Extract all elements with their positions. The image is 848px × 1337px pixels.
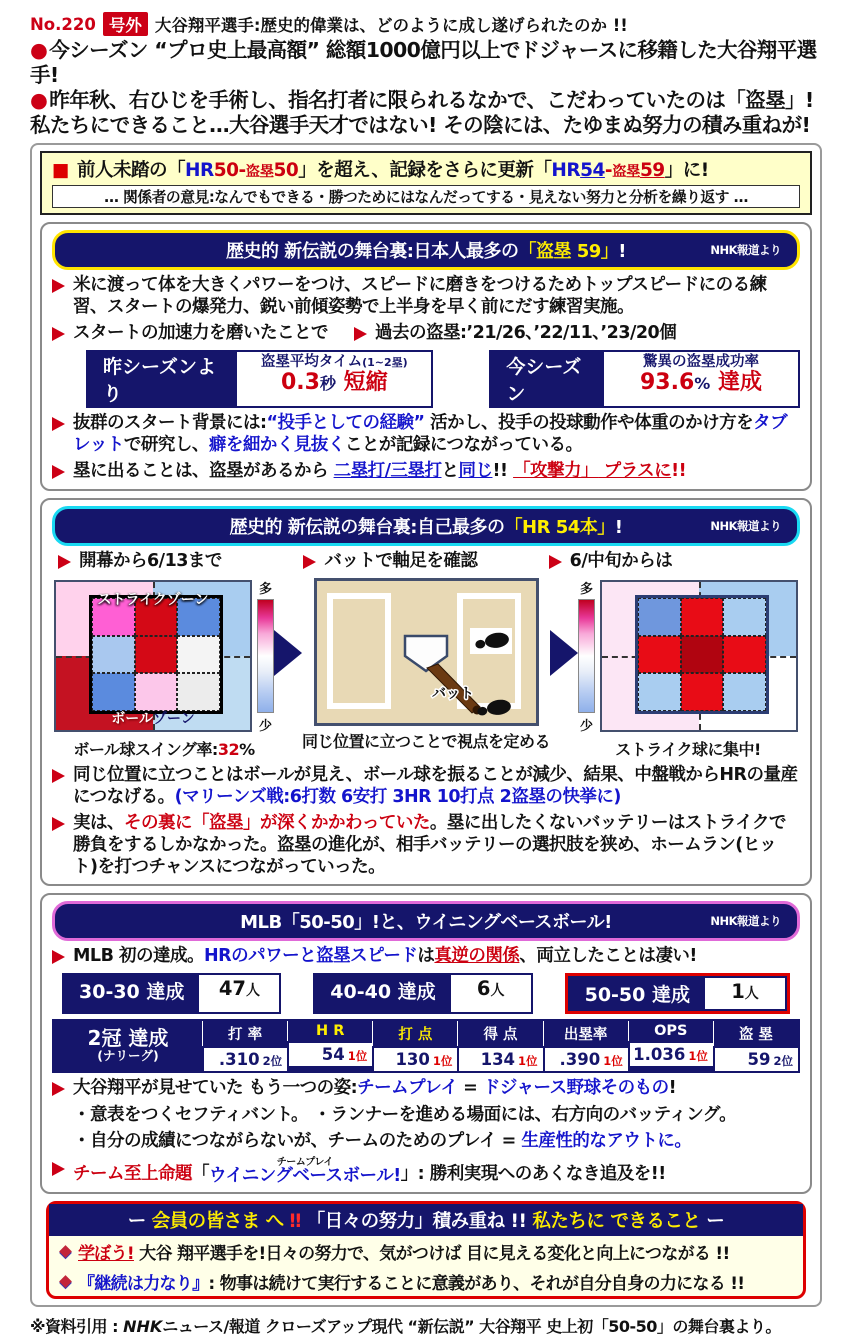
source-credit: NHK報道より [710, 519, 781, 534]
members-message-box [46, 1201, 806, 1299]
headline-1: ●今シーズン “プロ史上最高額” 総額1000億円以上でドジャースに移籍した大谷翔平選手! [30, 38, 817, 87]
accel-para: スタートの加速力を磨いたことで [52, 323, 328, 345]
col-header-1: 開幕から6/13まで [58, 551, 303, 573]
arrow-icon [52, 279, 65, 293]
square-bullet-icon: ■ [52, 160, 69, 181]
panel-mid-june [578, 578, 798, 760]
section-steals [40, 222, 812, 491]
source-footer: ※資料引用 : NHKニュース/報道 クローズアップ現代 “新伝説” 大谷翔平 史上初「50-50」の舞台裏より。 [30, 1316, 781, 1336]
section-homeruns [40, 498, 812, 886]
arrow-icon [52, 327, 65, 341]
headline-2: ●昨年秋、右ひじを手術し、指名打者に限られるなかで、こだわっていたのは「盗塁」! [30, 88, 814, 112]
right-arrow-icon [550, 630, 578, 676]
ball-zone-label: ボールゾーン [111, 710, 195, 727]
gradient-bar [257, 599, 274, 713]
box-5050-highlight [565, 973, 790, 1014]
on-base-para: 塁に出ることは、盗塁があるから 二塁打/三塁打と同じ!! 「攻撃力」 プラスに!! [52, 461, 800, 483]
strike-zone-grid [635, 595, 769, 713]
headline-block [0, 0, 848, 140]
arrow-icon [52, 950, 65, 964]
early-season-heatmap [54, 580, 252, 732]
section-5050 [40, 893, 812, 1193]
arrow-icon [52, 1082, 65, 1096]
learn-line: 学ぼう! 大谷 翔平選手を!日々の努力で、気がつけば 目に見える変化と向上につながる !! [49, 1236, 803, 1266]
strike-focus-caption: ストライク球に集中! [615, 739, 761, 759]
arrow-icon [52, 817, 65, 831]
arrow-icon [58, 555, 71, 569]
start-background-para: 抜群のスタート背景には:“投手としての経験” 活かし、投手の投球動作や体重のかけ方をタブレットで研究し、癖を細かく見抜くことが記録につながっている。 [52, 413, 800, 456]
scale-less-label: 少 [258, 718, 272, 734]
heatmap-panels-row [52, 578, 800, 760]
stat-col-ops: OPS 1.036 1位 [628, 1021, 713, 1071]
team-play-para: 大谷翔平が見せていた もう一つの姿:チームプレイ = ドジャース野球そのもの! [52, 1078, 800, 1100]
scale-less-label: 少 [580, 718, 594, 734]
steal-success-box: 今シーズン 驚異の盗塁成功率 93.6% 達成 [489, 350, 800, 408]
content-frame [30, 143, 822, 1307]
stat-col-rbi: 打 点 130 1位 [372, 1021, 457, 1071]
insider-opinion-line: … 関係者の意見:なんでもできる・勝つためにはなんだってする・見えない努力と分析を繰り返す … [52, 185, 800, 208]
season-stats-table [52, 1019, 800, 1073]
diamond-icon [59, 1275, 72, 1288]
color-scale [257, 578, 274, 734]
scale-more-label: 多 [580, 581, 594, 597]
bullet-icon: ● [30, 38, 48, 62]
record-announce-box [40, 151, 812, 215]
diamond-icon [59, 1245, 72, 1258]
arrow-icon [549, 555, 562, 569]
same-position-para: 同じ位置に立つことはボールが見え、ボール球を振ることが減少、結果、中盤戦からHRの量産につなげる。(マリーンズ戦:6打数 6安打 3HR 10打点 2盗塁の快挙に) [52, 765, 800, 808]
scale-more-label: 多 [258, 581, 272, 597]
table-corner: 2冠 達成 (ナリーグ) [87, 1026, 169, 1064]
steals-subhead-row [52, 323, 800, 345]
color-scale [578, 578, 595, 734]
box-3030: 30-30 達成 47人 [62, 973, 281, 1014]
steals-training-para: 米に渡って体を大きくパワーをつけ、スピードに磨きをつけるためトップスピードにのる練習、スタートの爆発力、鋭い前傾姿勢で上半身を早く前にだす練習実施。 [52, 275, 800, 318]
steal-time-box: 昨シーズンより 盗塁平均タイム(1~2塁) 0.3秒 短縮 [86, 350, 433, 408]
members-message-header: ー 会員の皆さま へ ‼ 「日々の努力」積み重ね !! 私たちに できること ー [49, 1204, 803, 1236]
panel-column-headers [52, 551, 800, 573]
strike-zone-label: ストライクゾーン [97, 591, 209, 608]
nhk-logo-text: NHK [123, 1316, 163, 1336]
arrow-icon [354, 327, 367, 341]
batter-box-diagram [314, 578, 539, 726]
swing-rate-caption: ボール球スイング率:32% [73, 739, 255, 759]
right-arrow-icon [274, 630, 302, 676]
arrow-icon [52, 769, 65, 783]
achievement-boxes [52, 973, 800, 1014]
col-header-2: バットで軸足を確認 [303, 551, 548, 573]
team-play-sub1: ・意表をつくセフティバント。 ・ランナーを進める場面には、右方向のバッティング。 [73, 1104, 737, 1125]
source-credit: NHK報道より [710, 914, 781, 929]
section-homeruns-header: 歴史的 新伝説の舞台裏:自己最多の「HR 54本」! NHK報道より [52, 506, 800, 546]
source-credit: NHK報道より [710, 243, 781, 257]
gradient-bar [578, 599, 595, 713]
arrow-icon [52, 1162, 65, 1176]
arrow-icon [52, 465, 65, 479]
stat-col-runs: 得 点 134 1位 [457, 1021, 542, 1071]
section-5050-header: MLB「50-50」!と、ウイニングベースボール! NHK報道より [52, 901, 800, 941]
box-5050: 50-50 達成 1人 [568, 976, 787, 1011]
arrow-icon [303, 555, 316, 569]
record-line: ■ 前人未踏の「HR50-盗塁50」を超え、記録をさらに更新「HR54-盗塁59」に! [52, 160, 709, 181]
section-steals-header: 歴史的 新伝説の舞台裏:日本人最多の「盗塁 59」! NHK報道より [52, 230, 800, 270]
extra-badge: 号外 [103, 12, 148, 36]
headline-3: 私たちにできること…大谷選手天才ではない! その陰には、たゆまぬ努力の積み重ねが! [30, 113, 811, 137]
winning-baseball-ruby: チームプレイ ウイニングベースボール! [209, 1157, 401, 1186]
first-achievement-para: MLB 初の達成。HRのパワーと盗塁スピードは真逆の関係、両立したことは凄い! [52, 946, 800, 968]
winning-baseball-para: チーム至上命題「 チームプレイ ウイニングベースボール! 」: 勝利実現へのあくなき追及を!! [52, 1158, 800, 1186]
arrow-icon [52, 417, 65, 431]
steal-connection-para: 実は、その裏に「盗塁」が深くかかわっていた。塁に出したくないバッテリーはストライクで勝負をするしかなかった。盗塁の進化が、相手バッテリーの選択肢を狭め、ホームラン(ヒット)を打つチャンスにつながっていった。 [52, 813, 800, 878]
team-play-sub2: ・自分の成績につながらないが、チームのためのプレイ = 生産性的なアウトに。 [73, 1131, 692, 1152]
issue-number: No.220 [30, 14, 96, 34]
persistence-line: 『継続は力なり』: 物事は続けて実行することに意義があり、それが自分自身の力になる !! [49, 1266, 803, 1296]
stance-caption: 同じ位置に立つことで視点を定める [302, 731, 551, 751]
col-header-3: 6/中旬からは [549, 551, 794, 573]
page-title: 大谷翔平選手:歴史的偉業は、どのように成し遂げられたのか !! [154, 16, 628, 35]
past-steals-para: 過去の盗塁:’21/26、’22/11、’23/20個 [354, 323, 676, 345]
box-4040: 40-40 達成 6人 [313, 973, 532, 1014]
mid-june-heatmap [600, 580, 798, 732]
stat-col-hr: H R 54 1位 [287, 1021, 372, 1071]
issue-line [30, 12, 822, 36]
strike-zone-grid [89, 595, 223, 713]
stat-col-sb: 盗 塁 59 2位 [713, 1021, 798, 1071]
stat-col-avg: 打 率 .310 2位 [202, 1021, 287, 1071]
bullet-icon: ● [30, 88, 48, 112]
panel-early-season [54, 578, 274, 760]
steal-stat-boxes [52, 350, 800, 408]
bat-label: バット [431, 685, 474, 702]
stat-col-obp: 出塁率 .390 1位 [543, 1021, 628, 1071]
panel-batter-box [302, 578, 550, 752]
